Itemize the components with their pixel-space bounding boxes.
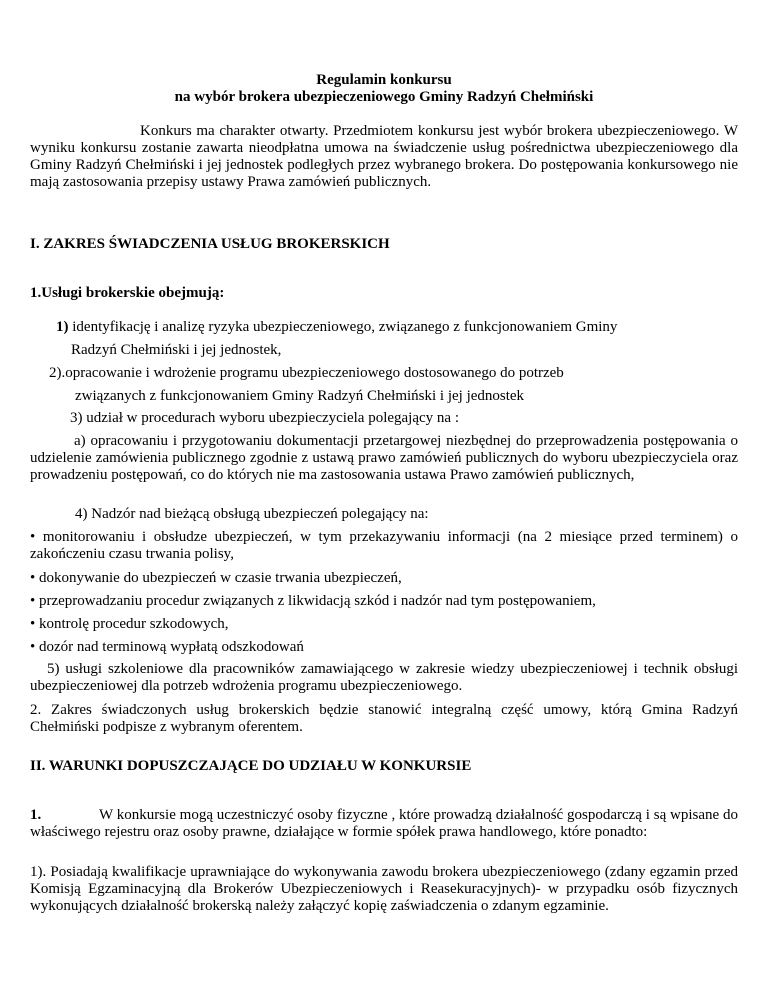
item-2-line-2: związanych z funkcjonowaniem Gminy Radzyń Chełmiński i jej jednostek	[75, 388, 525, 404]
section-2-heading: II. WARUNKI DOPUSZCZAJĄCE DO UDZIAŁU W KONKURSIE	[30, 758, 472, 774]
section-2-paragraph-1	[30, 807, 738, 841]
document-subtitle: na wybór brokera ubezpieczeniowego Gminy Radzyń Chełmiński	[174, 89, 594, 105]
item-1-line-2: Radzyń Chełmiński i jej jednostek,	[71, 342, 282, 358]
bullet-2: • dokonywanie do ubezpieczeń w czasie trwania ubezpieczeń,	[30, 570, 402, 586]
section-1-subheading: 1.Usługi brokerskie obejmują:	[30, 285, 225, 301]
bullet-5: • dozór nad terminową wypłatą odszkodowań	[30, 639, 304, 655]
bullet-4: • kontrolę procedur szkodowych,	[30, 616, 229, 632]
item-1-line-1	[56, 319, 746, 336]
item-1-text: identyfikację i analizę ryzyka ubezpieczeniowego, związanego z funkcjonowaniem Gminy	[72, 319, 618, 335]
item-3: 3) udział w procedurach wyboru ubezpieczyciela polegający na :	[70, 410, 459, 426]
point-2: 2. Zakres świadczonych usług brokerskich będzie stanowić integralną część umowy, którą Gmina Radzyń Chełmiński podpisze z wybranym oferentem.	[30, 702, 738, 735]
item-2-line-1: 2).opracowanie i wdrożenie programu ubezpieczeniowego dostosowanego do potrzeb	[49, 365, 564, 381]
item-3a: a) opracowaniu i przygotowaniu dokumentacji przetargowej niezbędnej do przeprowadzenia postępowania o udzielenie zamówienia publicznego zgodnie z ustawą prawo zamówień publicznych do wyboru ubezpieczyciela oraz prowadzeniu postępowań, co do których nie ma zastosowania ustawa Prawo zamówień publicznych,	[30, 433, 738, 483]
bullet-1: • monitorowaniu i obsłudze ubezpieczeń, w tym przekazywaniu informacji (na 2 miesiące przed terminem) o zakończeniu czasu trwania polisy,	[30, 529, 738, 562]
intro-paragraph: Konkurs ma charakter otwarty. Przedmiotem konkursu jest wybór brokera ubezpieczeniowego. W wyniku konkursu zostanie zawarta nieodpłatna umowa na świadczenie usług pośrednictwa ubezpieczeniowego dla Gminy Radzyń Chełmiński i jej jednostek podległych przez wybranego brokera. Do postępowania konkursowego nie mają zastosowania przepisy ustawy Prawa zamówień publicznych.	[30, 123, 738, 190]
bullet-3: • przeprowadzaniu procedur związanych z likwidacją szkód i nadzór nad tym postępowaniem,	[30, 593, 596, 609]
section-1-heading: I. ZAKRES ŚWIADCZENIA USŁUG BROKERSKICH	[30, 236, 390, 252]
section-2-point-number: 1.	[30, 807, 42, 823]
item-4: 4) Nadzór nad bieżącą obsługą ubezpieczeń polegający na:	[75, 506, 429, 522]
item-1-number: 1)	[56, 319, 69, 335]
section-2-point-text: W konkursie mogą uczestniczyć osoby fizyczne , które prowadzą działalność gospodarczą i są wpisane do właściwego rejestru oraz osoby prawne, działające w formie spółek prawa handlowego, które ponadto:	[30, 807, 738, 840]
condition-1: 1). Posiadają kwalifikacje uprawniające do wykonywania zawodu brokera ubezpieczeniowego (zdany egzamin przed Komisją Egzaminacyjną dla Brokerów Ubezpieczeniowych i Reasekuracyjnych)- w przypadku osób fizycznych wykonujących działalność brokerską należy załączyć kopię zaświadczenia o zdanym egzaminie.	[30, 864, 738, 914]
document-title: Regulamin konkursu	[316, 72, 452, 88]
item-5: 5) usługi szkoleniowe dla pracowników zamawiającego w zakresie wiedzy ubezpieczeniowej i technik obsługi ubezpieczeniowej dla potrzeb wdrożenia programu ubezpieczeniowego.	[30, 661, 738, 694]
